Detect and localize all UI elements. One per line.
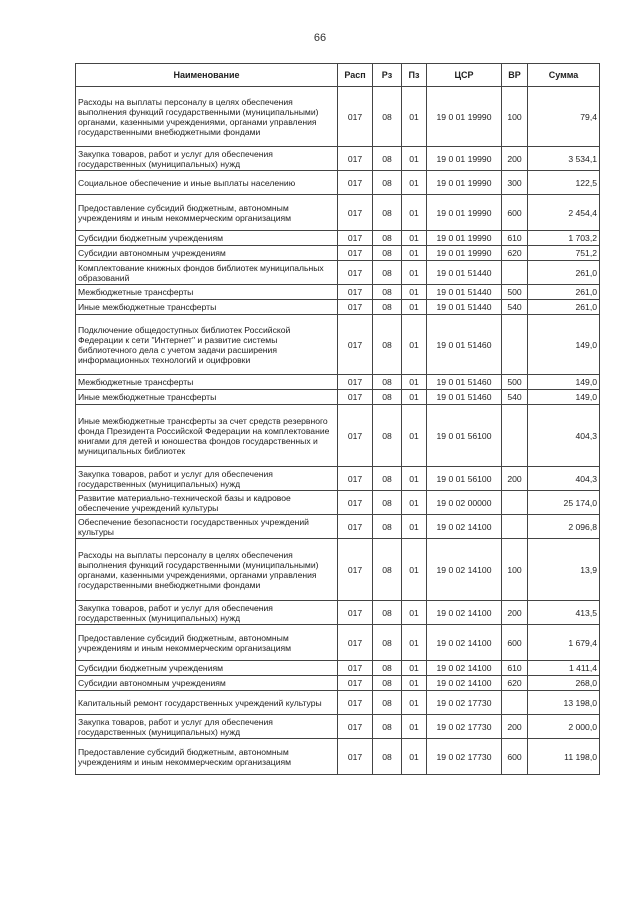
cell-pz: 01: [402, 539, 427, 601]
cell-name: Иные межбюджетные трансферты: [76, 300, 338, 315]
header-sum: Сумма: [528, 64, 600, 87]
table-row: [76, 539, 600, 601]
cell-sum: 268,0: [528, 676, 600, 691]
table-row: [76, 715, 600, 739]
cell-name: Развитие материально-технической базы и кадровое обеспечение учреждений культуры: [76, 491, 338, 515]
cell-pz: 01: [402, 390, 427, 405]
cell-pz: 01: [402, 171, 427, 195]
cell-rasp: 017: [338, 405, 373, 467]
cell-vr: 100: [502, 87, 528, 147]
table-row: [76, 246, 600, 261]
cell-csr: 19 0 01 19990: [427, 246, 502, 261]
cell-sum: 404,3: [528, 467, 600, 491]
cell-sum: 149,0: [528, 375, 600, 390]
cell-rasp: 017: [338, 261, 373, 285]
cell-rasp: 017: [338, 691, 373, 715]
cell-rz: 08: [373, 231, 402, 246]
cell-name: Закупка товаров, работ и услуг для обеспечения государственных (муниципальных) нужд: [76, 715, 338, 739]
cell-name: Капитальный ремонт государственных учреждений культуры: [76, 691, 338, 715]
header-rasp: Расп: [338, 64, 373, 87]
cell-rz: 08: [373, 390, 402, 405]
cell-pz: 01: [402, 285, 427, 300]
cell-sum: 2 096,8: [528, 515, 600, 539]
cell-sum: 149,0: [528, 315, 600, 375]
cell-csr: 19 0 01 51460: [427, 390, 502, 405]
cell-vr: 600: [502, 625, 528, 661]
cell-pz: 01: [402, 315, 427, 375]
cell-pz: 01: [402, 87, 427, 147]
cell-pz: 01: [402, 246, 427, 261]
cell-csr: 19 0 02 14100: [427, 539, 502, 601]
cell-rz: 08: [373, 147, 402, 171]
cell-pz: 01: [402, 300, 427, 315]
header-rz: Рз: [373, 64, 402, 87]
cell-pz: 01: [402, 261, 427, 285]
cell-csr: 19 0 01 19990: [427, 231, 502, 246]
table-header-row: [76, 64, 600, 87]
cell-rz: 08: [373, 715, 402, 739]
cell-pz: 01: [402, 195, 427, 231]
table-row: [76, 625, 600, 661]
cell-pz: 01: [402, 715, 427, 739]
cell-rz: 08: [373, 315, 402, 375]
cell-sum: 79,4: [528, 87, 600, 147]
cell-rasp: 017: [338, 231, 373, 246]
cell-pz: 01: [402, 661, 427, 676]
cell-name: Субсидии автономным учреждениям: [76, 676, 338, 691]
cell-rasp: 017: [338, 195, 373, 231]
cell-rz: 08: [373, 691, 402, 715]
cell-csr: 19 0 02 00000: [427, 491, 502, 515]
cell-vr: 620: [502, 676, 528, 691]
cell-pz: 01: [402, 405, 427, 467]
cell-sum: 1 679,4: [528, 625, 600, 661]
cell-pz: 01: [402, 231, 427, 246]
cell-vr: [502, 691, 528, 715]
cell-pz: 01: [402, 625, 427, 661]
cell-name: Предоставление субсидий бюджетным, автономным учреждениям и иным некоммерческим организациям: [76, 739, 338, 775]
cell-csr: 19 0 01 51460: [427, 375, 502, 390]
cell-vr: 540: [502, 390, 528, 405]
cell-pz: 01: [402, 691, 427, 715]
cell-sum: 751,2: [528, 246, 600, 261]
cell-sum: 149,0: [528, 390, 600, 405]
cell-rz: 08: [373, 661, 402, 676]
cell-csr: 19 0 01 51460: [427, 315, 502, 375]
cell-sum: 122,5: [528, 171, 600, 195]
cell-rz: 08: [373, 246, 402, 261]
cell-csr: 19 0 02 14100: [427, 676, 502, 691]
table-row: [76, 300, 600, 315]
cell-vr: 500: [502, 375, 528, 390]
cell-rasp: 017: [338, 171, 373, 195]
cell-sum: 261,0: [528, 285, 600, 300]
cell-vr: 200: [502, 601, 528, 625]
cell-rasp: 017: [338, 491, 373, 515]
cell-vr: 500: [502, 285, 528, 300]
cell-name: Закупка товаров, работ и услуг для обеспечения государственных (муниципальных) нужд: [76, 147, 338, 171]
cell-csr: 19 0 02 14100: [427, 625, 502, 661]
header-name: Наименование: [76, 64, 338, 87]
cell-rz: 08: [373, 171, 402, 195]
cell-csr: 19 0 01 19990: [427, 87, 502, 147]
cell-pz: 01: [402, 601, 427, 625]
cell-rasp: 017: [338, 467, 373, 491]
cell-pz: 01: [402, 739, 427, 775]
table-row: [76, 87, 600, 147]
cell-sum: 261,0: [528, 300, 600, 315]
cell-name: Социальное обеспечение и иные выплаты населению: [76, 171, 338, 195]
budget-table: [75, 63, 600, 775]
table-row: [76, 171, 600, 195]
cell-name: Субсидии бюджетным учреждениям: [76, 661, 338, 676]
cell-csr: 19 0 01 19990: [427, 195, 502, 231]
cell-rasp: 017: [338, 390, 373, 405]
cell-vr: 620: [502, 246, 528, 261]
table-row: [76, 601, 600, 625]
table-row: [76, 676, 600, 691]
cell-name: Подключение общедоступных библиотек Российской Федерации к сети "Интернет" и развитие системы библиотечного дела с учетом задачи расширения информационных технологий и оцифровки: [76, 315, 338, 375]
table-row: [76, 261, 600, 285]
cell-vr: 200: [502, 467, 528, 491]
cell-rasp: 017: [338, 661, 373, 676]
cell-sum: 13 198,0: [528, 691, 600, 715]
cell-csr: 19 0 01 51440: [427, 300, 502, 315]
cell-rasp: 017: [338, 601, 373, 625]
cell-rasp: 017: [338, 300, 373, 315]
cell-csr: 19 0 01 56100: [427, 405, 502, 467]
cell-csr: 19 0 02 17730: [427, 715, 502, 739]
cell-rasp: 017: [338, 285, 373, 300]
table-row: [76, 147, 600, 171]
cell-name: Комплектование книжных фондов библиотек муниципальных образований: [76, 261, 338, 285]
cell-rz: 08: [373, 625, 402, 661]
cell-rasp: 017: [338, 739, 373, 775]
cell-rasp: 017: [338, 87, 373, 147]
table-row: [76, 231, 600, 246]
cell-rz: 08: [373, 405, 402, 467]
cell-csr: 19 0 02 14100: [427, 515, 502, 539]
cell-rz: 08: [373, 195, 402, 231]
header-csr: ЦСР: [427, 64, 502, 87]
table-row: [76, 375, 600, 390]
cell-sum: 404,3: [528, 405, 600, 467]
cell-sum: 13,9: [528, 539, 600, 601]
cell-name: Обеспечение безопасности государственных учреждений культуры: [76, 515, 338, 539]
cell-pz: 01: [402, 467, 427, 491]
cell-rasp: 017: [338, 246, 373, 261]
cell-vr: 200: [502, 715, 528, 739]
cell-csr: 19 0 01 51440: [427, 261, 502, 285]
cell-name: Закупка товаров, работ и услуг для обеспечения государственных (муниципальных) нужд: [76, 601, 338, 625]
cell-pz: 01: [402, 491, 427, 515]
cell-pz: 01: [402, 515, 427, 539]
cell-vr: [502, 261, 528, 285]
cell-sum: 11 198,0: [528, 739, 600, 775]
cell-rasp: 017: [338, 515, 373, 539]
cell-vr: [502, 491, 528, 515]
cell-name: Закупка товаров, работ и услуг для обеспечения государственных (муниципальных) нужд: [76, 467, 338, 491]
cell-vr: [502, 405, 528, 467]
cell-csr: 19 0 02 17730: [427, 691, 502, 715]
cell-vr: 100: [502, 539, 528, 601]
table-row: [76, 315, 600, 375]
cell-vr: [502, 315, 528, 375]
cell-sum: 2 454,4: [528, 195, 600, 231]
cell-rz: 08: [373, 539, 402, 601]
cell-pz: 01: [402, 147, 427, 171]
cell-rz: 08: [373, 87, 402, 147]
cell-name: Иные межбюджетные трансферты за счет средств резервного фонда Президента Российской Федерации на комплектование книгами для детей и юношества фондов государственных и муниципальных библиотек: [76, 405, 338, 467]
header-vr: ВР: [502, 64, 528, 87]
table-row: [76, 195, 600, 231]
cell-rasp: 017: [338, 715, 373, 739]
table-row: [76, 467, 600, 491]
cell-vr: 610: [502, 661, 528, 676]
cell-vr: 200: [502, 147, 528, 171]
cell-sum: 25 174,0: [528, 491, 600, 515]
header-pz: Пз: [402, 64, 427, 87]
cell-rz: 08: [373, 261, 402, 285]
cell-rz: 08: [373, 467, 402, 491]
cell-name: Субсидии бюджетным учреждениям: [76, 231, 338, 246]
table-row: [76, 285, 600, 300]
table-row: [76, 390, 600, 405]
table-row: [76, 491, 600, 515]
cell-sum: 261,0: [528, 261, 600, 285]
table-body: [76, 87, 600, 775]
cell-sum: 3 534,1: [528, 147, 600, 171]
cell-rz: 08: [373, 601, 402, 625]
cell-rz: 08: [373, 300, 402, 315]
cell-name: Иные межбюджетные трансферты: [76, 390, 338, 405]
cell-sum: 413,5: [528, 601, 600, 625]
cell-name: Субсидии автономным учреждениям: [76, 246, 338, 261]
cell-pz: 01: [402, 375, 427, 390]
page-number: 66: [313, 32, 327, 44]
cell-rz: 08: [373, 285, 402, 300]
cell-rz: 08: [373, 676, 402, 691]
cell-name: Межбюджетные трансферты: [76, 375, 338, 390]
cell-pz: 01: [402, 676, 427, 691]
cell-csr: 19 0 01 19990: [427, 171, 502, 195]
table-row: [76, 515, 600, 539]
cell-name: Предоставление субсидий бюджетным, автономным учреждениям и иным некоммерческим организациям: [76, 195, 338, 231]
cell-rz: 08: [373, 491, 402, 515]
cell-rasp: 017: [338, 539, 373, 601]
cell-name: Расходы на выплаты персоналу в целях обеспечения выполнения функций государственными (муниципальными) органами, казенными учреждениями, органами управления государственными внебюджетными фондами: [76, 87, 338, 147]
cell-vr: 300: [502, 171, 528, 195]
cell-name: Межбюджетные трансферты: [76, 285, 338, 300]
cell-rasp: 017: [338, 315, 373, 375]
table-row: [76, 691, 600, 715]
cell-csr: 19 0 01 56100: [427, 467, 502, 491]
cell-rasp: 017: [338, 676, 373, 691]
cell-vr: [502, 515, 528, 539]
cell-csr: 19 0 01 19990: [427, 147, 502, 171]
cell-csr: 19 0 02 14100: [427, 661, 502, 676]
cell-csr: 19 0 01 51440: [427, 285, 502, 300]
cell-sum: 1 411,4: [528, 661, 600, 676]
cell-vr: 600: [502, 739, 528, 775]
cell-rz: 08: [373, 375, 402, 390]
cell-vr: 600: [502, 195, 528, 231]
cell-rz: 08: [373, 739, 402, 775]
table-row: [76, 661, 600, 676]
cell-rasp: 017: [338, 625, 373, 661]
cell-vr: 610: [502, 231, 528, 246]
cell-vr: 540: [502, 300, 528, 315]
cell-rasp: 017: [338, 375, 373, 390]
table-row: [76, 739, 600, 775]
cell-name: Расходы на выплаты персоналу в целях обеспечения выполнения функций государственными (муниципальными) органами, казенными учреждениями, органами управления государственными внебюджетными фондами: [76, 539, 338, 601]
cell-rz: 08: [373, 515, 402, 539]
cell-rasp: 017: [338, 147, 373, 171]
cell-sum: 1 703,2: [528, 231, 600, 246]
cell-sum: 2 000,0: [528, 715, 600, 739]
cell-csr: 19 0 02 17730: [427, 739, 502, 775]
cell-csr: 19 0 02 14100: [427, 601, 502, 625]
cell-name: Предоставление субсидий бюджетным, автономным учреждениям и иным некоммерческим организациям: [76, 625, 338, 661]
table-row: [76, 405, 600, 467]
